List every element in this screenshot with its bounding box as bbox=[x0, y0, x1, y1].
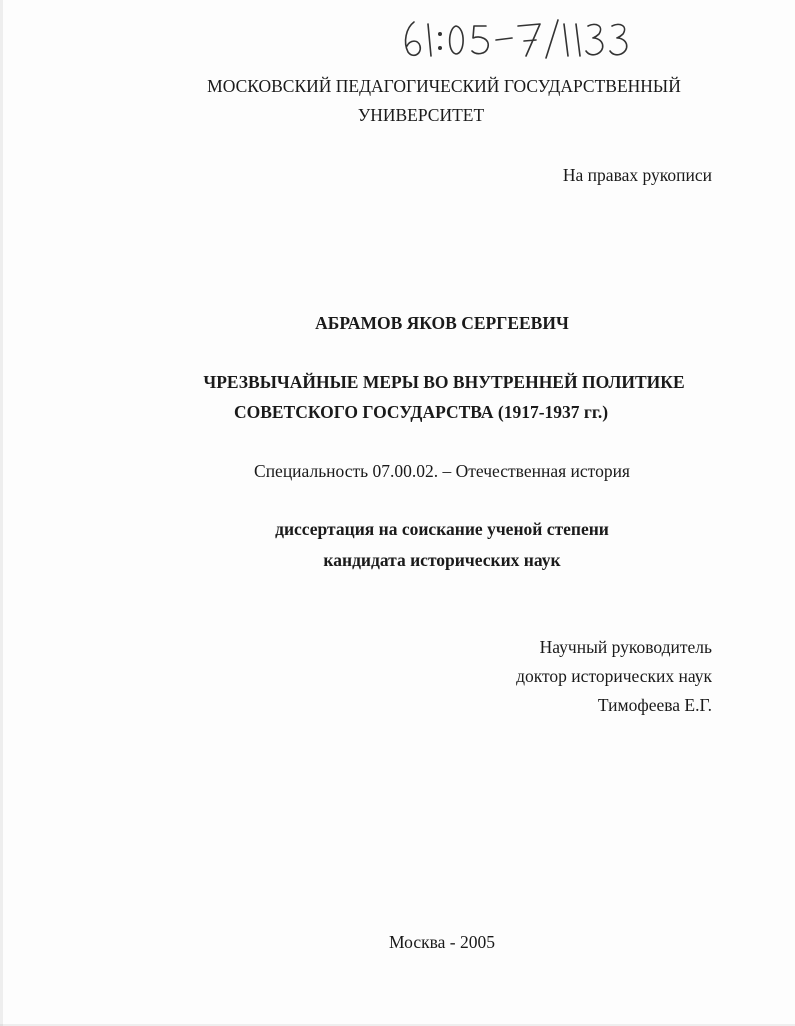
author-name: АБРАМОВ ЯКОВ СЕРГЕЕВИЧ bbox=[315, 313, 569, 333]
degree-line1: диссертация на соискание ученой степени bbox=[275, 519, 609, 539]
degree-line2: кандидата исторических наук bbox=[323, 550, 561, 570]
handwritten-catalog-code bbox=[398, 14, 638, 62]
supervisor-role: Научный руководитель bbox=[539, 637, 712, 657]
institution-name-line2: УНИВЕРСИТЕТ bbox=[357, 105, 485, 125]
specialty-line: Специальность 07.00.02. – Отечественная история bbox=[254, 461, 630, 481]
thesis-title-line2: СОВЕТСКОГО ГОСУДАРСТВА (1917-1937 гг.) bbox=[233, 402, 609, 422]
scan-left-edge bbox=[0, 0, 3, 1026]
manuscript-note: На правах рукописи bbox=[562, 165, 712, 185]
institution-name-line1: МОСКОВСКИЙ ПЕДАГОГИЧЕСКИЙ ГОСУДАРСТВЕННЫЙ bbox=[207, 76, 681, 96]
city-year: Москва - 2005 bbox=[389, 932, 495, 952]
thesis-title-line1: ЧРЕЗВЫЧАЙНЫЕ МЕРЫ ВО ВНУТРЕННЕЙ ПОЛИТИКЕ bbox=[203, 372, 685, 392]
supervisor-degree: доктор исторических наук bbox=[516, 666, 712, 686]
supervisor-name: Тимофеева Е.Г. bbox=[597, 695, 712, 715]
